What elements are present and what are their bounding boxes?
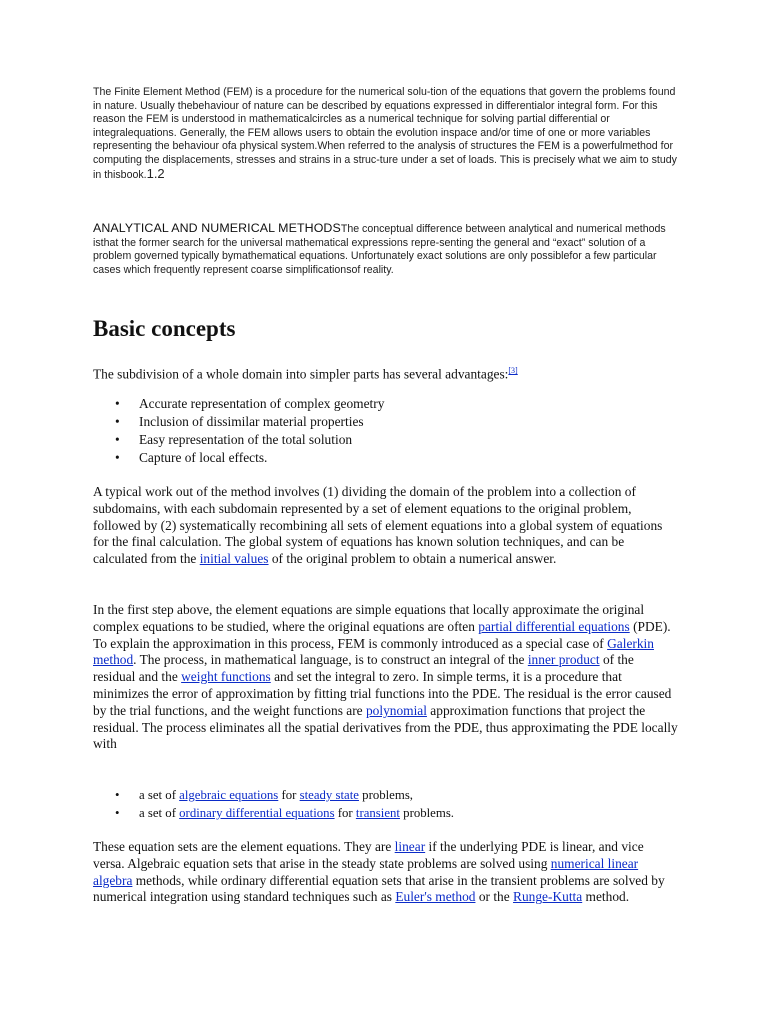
ordinary-differential-equations-link[interactable]: ordinary differential equations bbox=[179, 806, 335, 820]
list-item: • Easy representation of the total solution bbox=[93, 432, 678, 450]
advantages-list bbox=[93, 396, 678, 468]
paragraph-text: if the underlying PDE is linear, and vice versa. Algebraic equation sets that arise in the steady state problems are solved using bbox=[93, 839, 644, 871]
paragraph-text: A typical work out of the method involves (1) dividing the domain of the problem into a collection of subdomains, with each subdomain represented by a set of element equations to the original problem, followed by (2) systematically recombining all sets of element equations into a global system of equations for the final calculation. The global system of equations has known solution techniques, and can be calculated from the bbox=[93, 484, 663, 567]
linear-link[interactable]: linear bbox=[394, 839, 426, 854]
list-item: • Inclusion of dissimilar material properties bbox=[93, 414, 678, 432]
analytical-heading: ANALYTICAL AND NUMERICAL METHODS bbox=[93, 221, 341, 235]
list-text: problems, bbox=[358, 788, 413, 802]
paragraph-text: methods, while ordinary differential equation sets that arise in the transient problems are solved by numerical integration using standard techniques such as bbox=[93, 872, 665, 905]
paragraph-text: These equation sets are the element equations. They are bbox=[93, 839, 395, 854]
list-text: a set of bbox=[139, 788, 180, 802]
list-text: a set of bbox=[139, 806, 180, 820]
section-number: 1.2 bbox=[146, 166, 165, 181]
algebraic-equations-link[interactable]: algebraic equations bbox=[179, 788, 279, 802]
basic-concepts-heading: Basic concepts bbox=[93, 316, 236, 341]
analytical-text: The conceptual difference between analytical and numerical methods isthat the former search for the universal mathematical expressions repre-senting the general and “exact” solution of a problem governed typically bymathematical equations. Unfortunately exact solutions are only possiblefor a few particular cases which frequently represent coarse simplificationsof reality. bbox=[93, 223, 666, 276]
analytical-paragraph bbox=[93, 222, 678, 277]
list-item bbox=[93, 787, 678, 805]
list-text: for bbox=[278, 788, 300, 802]
transient-link[interactable]: transient bbox=[355, 806, 400, 820]
element-equations-paragraph bbox=[93, 839, 678, 906]
numerical-linear-algebra-link[interactable]: numerical linear algebra bbox=[93, 855, 639, 888]
subdivision-text: The subdivision of a whole domain into simpler parts has several advantages: bbox=[93, 366, 509, 382]
galerkin-method-link[interactable]: Galerkin method bbox=[93, 635, 654, 668]
list-text: for bbox=[334, 806, 356, 820]
paragraph-text: or the bbox=[475, 889, 514, 905]
reference-link[interactable]: [3] bbox=[508, 366, 518, 375]
list-item: • Capture of local effects. bbox=[93, 450, 678, 468]
intro-paragraph bbox=[93, 86, 678, 183]
paragraph-text: approximation functions that project the residual. The process eliminates all the spatial derivatives from the PDE, thus approximating the PDE locally with bbox=[93, 702, 678, 752]
reference-sup bbox=[508, 364, 517, 376]
runge-kutta-link[interactable]: Runge-Kutta bbox=[513, 889, 583, 905]
paragraph-text: In the first step above, the element equations are simple equations that locally approximate the original complex equations to be studied, where the original equations are often bbox=[93, 602, 645, 634]
equation-sets-list bbox=[93, 787, 678, 823]
list-text: problems. bbox=[399, 806, 454, 820]
paragraph-text: of the original problem to obtain a numerical answer. bbox=[268, 551, 557, 567]
subdivision-paragraph bbox=[93, 362, 678, 383]
paragraph-text: of the residual and the bbox=[93, 652, 634, 685]
list-item: • Accurate representation of complex geometry bbox=[93, 396, 678, 414]
paragraph-text: . The process, in mathematical language, is to construct an integral of the bbox=[133, 652, 528, 668]
first-step-paragraph bbox=[93, 602, 678, 753]
paragraph-text: and set the integral to zero. In simple terms, it is a procedure that minimizes the error of approximation by fitting trial functions into the PDE. The residual is the error caused by the trial functions, and the weight functions are bbox=[93, 669, 672, 718]
paragraph-text: (PDE). To explain the approximation in this process, FEM is commonly introduced as a special case of bbox=[93, 618, 671, 651]
steady-state-link[interactable]: steady state bbox=[299, 788, 359, 802]
inner-product-link[interactable]: inner product bbox=[527, 652, 600, 668]
partial-differential-equations-link[interactable]: partial differential equations bbox=[478, 618, 630, 634]
list-item bbox=[93, 805, 678, 823]
polynomial-link[interactable]: polynomial bbox=[365, 702, 427, 718]
eulers-method-link[interactable]: Euler's method bbox=[395, 889, 476, 905]
paragraph-text: method. bbox=[582, 889, 630, 905]
weight-functions-link[interactable]: weight functions bbox=[181, 669, 271, 685]
intro-text: The Finite Element Method (FEM) is a procedure for the numerical solu-tion of the equations that govern the problems found in nature. Usually thebehaviour of nature can be described by equations expressed in differentialor integral form. For this reason the FEM is understood in mathematicalcircles as a numerical technique for solving partial differential or integralequations. Generally, the FEM allows users to obtain the evolution inspace and/or time of one or more variables representing the behaviour ofa physical system.When referred to the analysis of structures the FEM is a powerfulmethod for computing the displacements, stresses and strains in a struc-ture under a set of loads. This is precisely what we aim to study in thisbook. bbox=[93, 86, 677, 181]
initial-values-link[interactable]: initial values bbox=[199, 551, 269, 567]
typical-work-paragraph bbox=[93, 484, 678, 568]
